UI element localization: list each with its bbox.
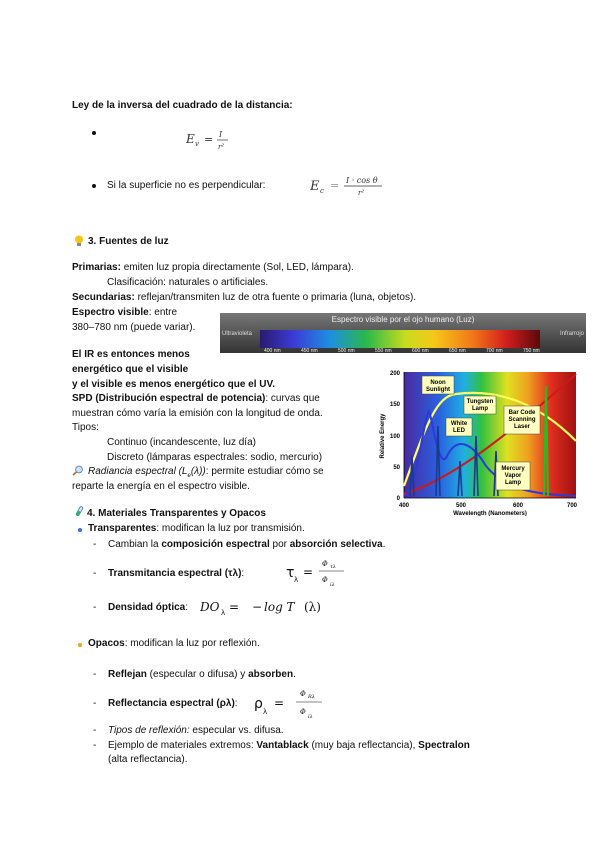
colon: : (241, 568, 245, 579)
svg-text:Φ: Φ (322, 576, 328, 584)
text-t1-d: absorción selectiva (289, 539, 383, 550)
text-tipo-discreto: Discreto (lámparas espectrales: sodio, mercurio) (107, 452, 323, 463)
bullet (92, 184, 96, 188)
bullet-blue (78, 528, 82, 532)
spectrum-tick: 500 nm (338, 348, 355, 354)
line-secundarias (72, 292, 416, 303)
svg-text:λ: λ (294, 576, 299, 584)
text-o4-e: (alta reflectancia). (108, 754, 188, 765)
ir-line-1: El IR es entonces menos (72, 349, 190, 360)
text-spd-2: muestran cómo varía la emisión con la longitud de onda. (72, 408, 323, 419)
label-spd: SPD (Distribución espectral de potencia) (72, 393, 266, 404)
chart-ytick: 100 (389, 434, 400, 440)
chart-label-sunlight: Noon Sunlight (426, 380, 450, 393)
svg-text:Φ: Φ (322, 560, 328, 568)
chart-ytick: 150 (389, 402, 400, 408)
dash: - (93, 539, 97, 550)
label-transmitancia: Transmitancia espectral (τλ) (108, 568, 242, 579)
svg-text:−: − (252, 600, 263, 614)
text-t1-a: Cambian la (108, 539, 162, 550)
spectrum-title: Espectro visible por el ojo humano (Luz) (331, 315, 475, 324)
svg-text:iλ: iλ (308, 714, 313, 720)
text-clasificacion: : naturales o artificiales. (163, 277, 269, 288)
text-tipos: Tipos: (72, 422, 99, 433)
svg-text:λ: λ (263, 708, 268, 716)
text-opacos: : modifican la luz por reflexión. (124, 638, 260, 649)
text-t1-e: . (382, 539, 386, 550)
formula-illuminance (186, 128, 266, 155)
formula-cosine-svg (310, 173, 400, 199)
line-ejemplo (108, 740, 470, 751)
chart-ytick: 200 (389, 371, 400, 377)
label-radiancia: Radiancia espectral (L (88, 466, 188, 477)
spectrum-ir-label: Infrarrojo (559, 331, 584, 337)
chart-xtick: 400 (398, 503, 410, 509)
line-radiancia (88, 466, 324, 479)
spectrum-uv-label: Ultravioleta (222, 331, 253, 337)
formula-reflectancia-svg (254, 686, 334, 722)
svg-text:Φ: Φ (300, 708, 306, 716)
dash: - (93, 725, 97, 736)
text-o1-b: (especular o difusa) y (146, 669, 249, 680)
text-radiancia-2: reparte la energía en el espectro visible. (72, 481, 250, 492)
formula-illuminance-svg (186, 128, 266, 152)
chart-xtick: 600 (512, 503, 524, 509)
section-title-fuentes: 3. Fuentes de luz (88, 236, 169, 247)
svg-text:=: = (330, 179, 340, 192)
chart-label-led: White LED (450, 421, 468, 434)
text-o1-c: absorben (248, 669, 294, 680)
text-o4-c: (muy baja reflectancia), (308, 740, 419, 751)
line-primarias (72, 262, 354, 273)
label-secundarias: Secundarias: (72, 292, 135, 303)
text-o4-b: Vantablack (256, 740, 309, 751)
test-tube-icon (74, 506, 84, 521)
line-opacos (88, 638, 260, 649)
line-reflectancia (108, 698, 238, 709)
text-secundarias: reflejan/transmiten luz de otra fuente o primaria (luna, objetos). (134, 292, 417, 303)
svg-text:Rλ: Rλ (308, 694, 315, 700)
label-reflectancia: Reflectancia espectral (ρλ) (108, 698, 235, 709)
colon: : (185, 602, 189, 613)
chart-xtick: 700 (566, 503, 578, 509)
bullet-orange (78, 643, 82, 647)
colon: : (234, 698, 238, 709)
text-o3-a: Tipos de reflexión: (108, 725, 190, 736)
spd-chart-image (376, 366, 580, 516)
chart-label-tungsten: Tungsten Lamp (466, 399, 494, 412)
spectrum-tick: 650 nm (449, 348, 466, 354)
label-radiancia-sub: e (187, 473, 191, 479)
spectrum-tick: 700 nm (486, 348, 503, 354)
spectrum-tick: 750 nm (523, 348, 540, 354)
text-primarias: emiten luz propia directamente (Sol, LED, lámpara). (120, 262, 354, 273)
spectrum-tick: 550 nm (375, 348, 392, 354)
chart-xlabel: Wavelength (Nanometers) (453, 511, 527, 516)
formula-transmitancia-svg (286, 556, 366, 590)
spectrum-tick: 400 nm (264, 348, 281, 354)
dash: - (93, 602, 97, 613)
label-opacos: Opacos (88, 638, 125, 649)
svg-text:=: = (229, 600, 240, 614)
line-clasificacion (107, 277, 268, 288)
svg-text:iλ: iλ (330, 582, 335, 588)
text-transparentes: : modifican la luz por transmisión. (156, 523, 305, 534)
line-densidad (108, 602, 188, 613)
svg-text:v: v (195, 140, 199, 148)
formula-reflectancia (254, 686, 334, 725)
chart-label-laser: Bar Code Scanning Laser (508, 410, 536, 430)
spectrum-tick: 450 nm (301, 348, 318, 354)
line-composicion (108, 539, 385, 550)
svg-text:E: E (310, 179, 320, 194)
text-espectro-1: : entre (148, 307, 178, 318)
chart-ytick: 50 (393, 465, 400, 471)
chart-ytick: 0 (396, 496, 400, 502)
text-o4-d: Spectralon (418, 740, 470, 751)
formula-cosine (310, 173, 400, 202)
formula-densidad-svg (200, 596, 330, 620)
dash: - (93, 740, 97, 751)
bullet (92, 131, 96, 135)
label-primarias: Primarias: (72, 262, 121, 273)
svg-text:λ: λ (221, 609, 226, 617)
svg-text:(λ): (λ) (304, 600, 321, 614)
visible-spectrum-image (220, 313, 586, 353)
text-t1-c: por (269, 539, 290, 550)
bullet-text-perpendicular: Si la superficie no es perpendicular: (107, 180, 266, 191)
svg-text:τλ: τλ (330, 564, 336, 570)
line-tipos-reflexion (108, 725, 284, 736)
text-radiancia-1: : permite estudiar cómo se (205, 466, 324, 477)
svg-text:=: = (204, 133, 214, 146)
line-spd (72, 393, 320, 404)
label-radiancia-2: (λ)) (190, 466, 206, 477)
lightbulb-icon (74, 235, 84, 250)
text-spd-1: : curvas que (265, 393, 320, 404)
svg-text:=: = (303, 565, 314, 579)
svg-text:DO: DO (200, 600, 220, 614)
dash: - (93, 568, 97, 579)
line-reflejan (108, 669, 296, 680)
text-espectro-2: 380–780 nm (puede variar). (72, 322, 196, 333)
magnifier-icon (72, 465, 84, 479)
svg-text:=: = (274, 696, 285, 710)
svg-text:E: E (186, 132, 195, 146)
section-title-materiales: 4. Materiales Transparentes y Opacos (87, 508, 266, 519)
spectrum-band (260, 330, 540, 348)
svg-text:r²: r² (358, 189, 365, 197)
dash: - (93, 698, 97, 709)
spectrum-tick: 600 nm (412, 348, 429, 354)
svg-text:r²: r² (218, 143, 225, 151)
svg-text:Φ: Φ (300, 690, 306, 698)
formula-densidad (200, 596, 330, 623)
ir-line-3: y el visible es menos energético que el UV. (72, 379, 276, 390)
svg-text:ρ: ρ (254, 696, 263, 712)
svg-text:c: c (320, 187, 324, 195)
label-espectro: Espectro visible (72, 307, 149, 318)
label-transparentes: Transparentes (88, 523, 157, 534)
section-heading-inverse: Ley de la inversa del cuadrado de la distancia: (72, 100, 293, 111)
line-espectro (72, 307, 177, 318)
dash: - (93, 669, 97, 680)
text-o1-a: Reflejan (108, 669, 147, 680)
svg-text:I · cos θ: I · cos θ (346, 176, 378, 185)
text-t1-b: composición espectral (161, 539, 270, 550)
text-o1-d: . (293, 669, 296, 680)
svg-text:log T: log T (264, 600, 295, 614)
chart-label-mercury: Mercury Vapor Lamp (501, 466, 525, 486)
text-o3-b: especular vs. difusa. (189, 725, 284, 736)
ir-line-2: energético que el visible (72, 364, 189, 375)
label-densidad: Densidad óptica (108, 602, 186, 613)
chart-ylabel: Relative Energy (380, 413, 386, 459)
chart-xtick: 500 (455, 503, 467, 509)
svg-text:I: I (219, 130, 223, 139)
label-clasificacion: Clasificación (107, 277, 164, 288)
line-transmitancia (108, 568, 244, 579)
spd-chart-svg (376, 366, 580, 516)
line-transparentes (88, 523, 305, 534)
text-o4-a: Ejemplo de materiales extremos: (108, 740, 257, 751)
text-tipo-continuo: Continuo (incandescente, luz día) (107, 437, 256, 448)
formula-transmitancia (286, 556, 366, 593)
svg-text:τ: τ (286, 565, 295, 581)
